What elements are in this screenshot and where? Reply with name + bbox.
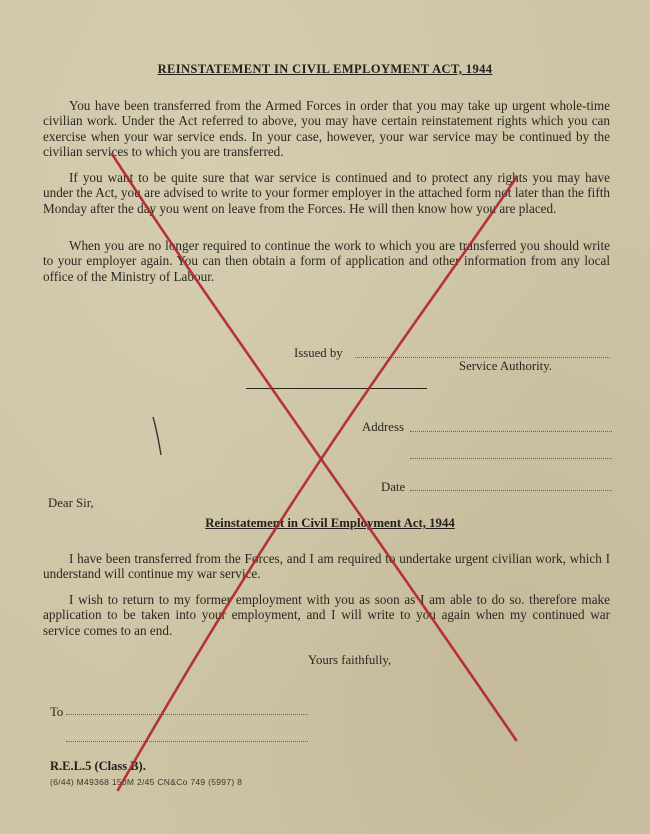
letter-paragraph-1: I have been transferred from the Forces, and I am required to undertake urgent civilian work, which I understand will continue my war service. (43, 551, 610, 582)
pencil-mark (150, 415, 164, 459)
letter-paragraph-2: I wish to return to my former employment with you as soon as I am able to do so. therefore make application to be taken into your employment, and I will write to you again when my continued war service comes to an end. (43, 592, 610, 638)
to-line-1 (66, 714, 308, 715)
issued-by-line (355, 357, 610, 358)
letter-title: Reinstatement in Civil Employment Act, 1944 (205, 516, 455, 530)
cut-line (246, 388, 427, 389)
document-title: REINSTATEMENT IN CIVIL EMPLOYMENT ACT, 1944 (157, 62, 493, 76)
to-label: To (50, 705, 64, 719)
address-line-2 (410, 458, 612, 459)
salutation: Dear Sir, (48, 496, 94, 510)
date-line (410, 490, 612, 491)
print-line: (6/44) M49368 150M 2/45 CN&Co 749 (5997) 8 (50, 777, 243, 787)
address-line-1 (410, 431, 612, 432)
service-authority-label: Service Authority. (459, 359, 552, 373)
paragraph-1: You have been transferred from the Armed Forces in order that you may take up urgent whole-time civilian work. Under the Act referred to above, you may have certain reinstatement rights which you can exercise when your war service ends. In your case, however, your war service may be continued by the civilian services to which you are transferred. (43, 98, 610, 160)
address-label: Address (362, 420, 404, 434)
to-line-2 (66, 741, 308, 742)
date-label: Date (381, 480, 406, 494)
paragraph-2: If you want to be quite sure that war service is continued and to protect any rights you may have under the Act, you are advised to write to your former employer in the attached form not later than the fifth Monday after the day you went on leave from the Forces. He will then know how you are placed. (43, 170, 610, 216)
closing: Yours faithfully, (308, 653, 392, 667)
issued-by-label: Issued by (294, 346, 343, 360)
paragraph-3: When you are no longer required to continue the work to which you are transferred you should write to your employer again. You can then obtain a form of application and other information from any local office of the Ministry of Labour. (43, 238, 610, 284)
form-code: R.E.L.5 (Class B). (50, 759, 146, 773)
